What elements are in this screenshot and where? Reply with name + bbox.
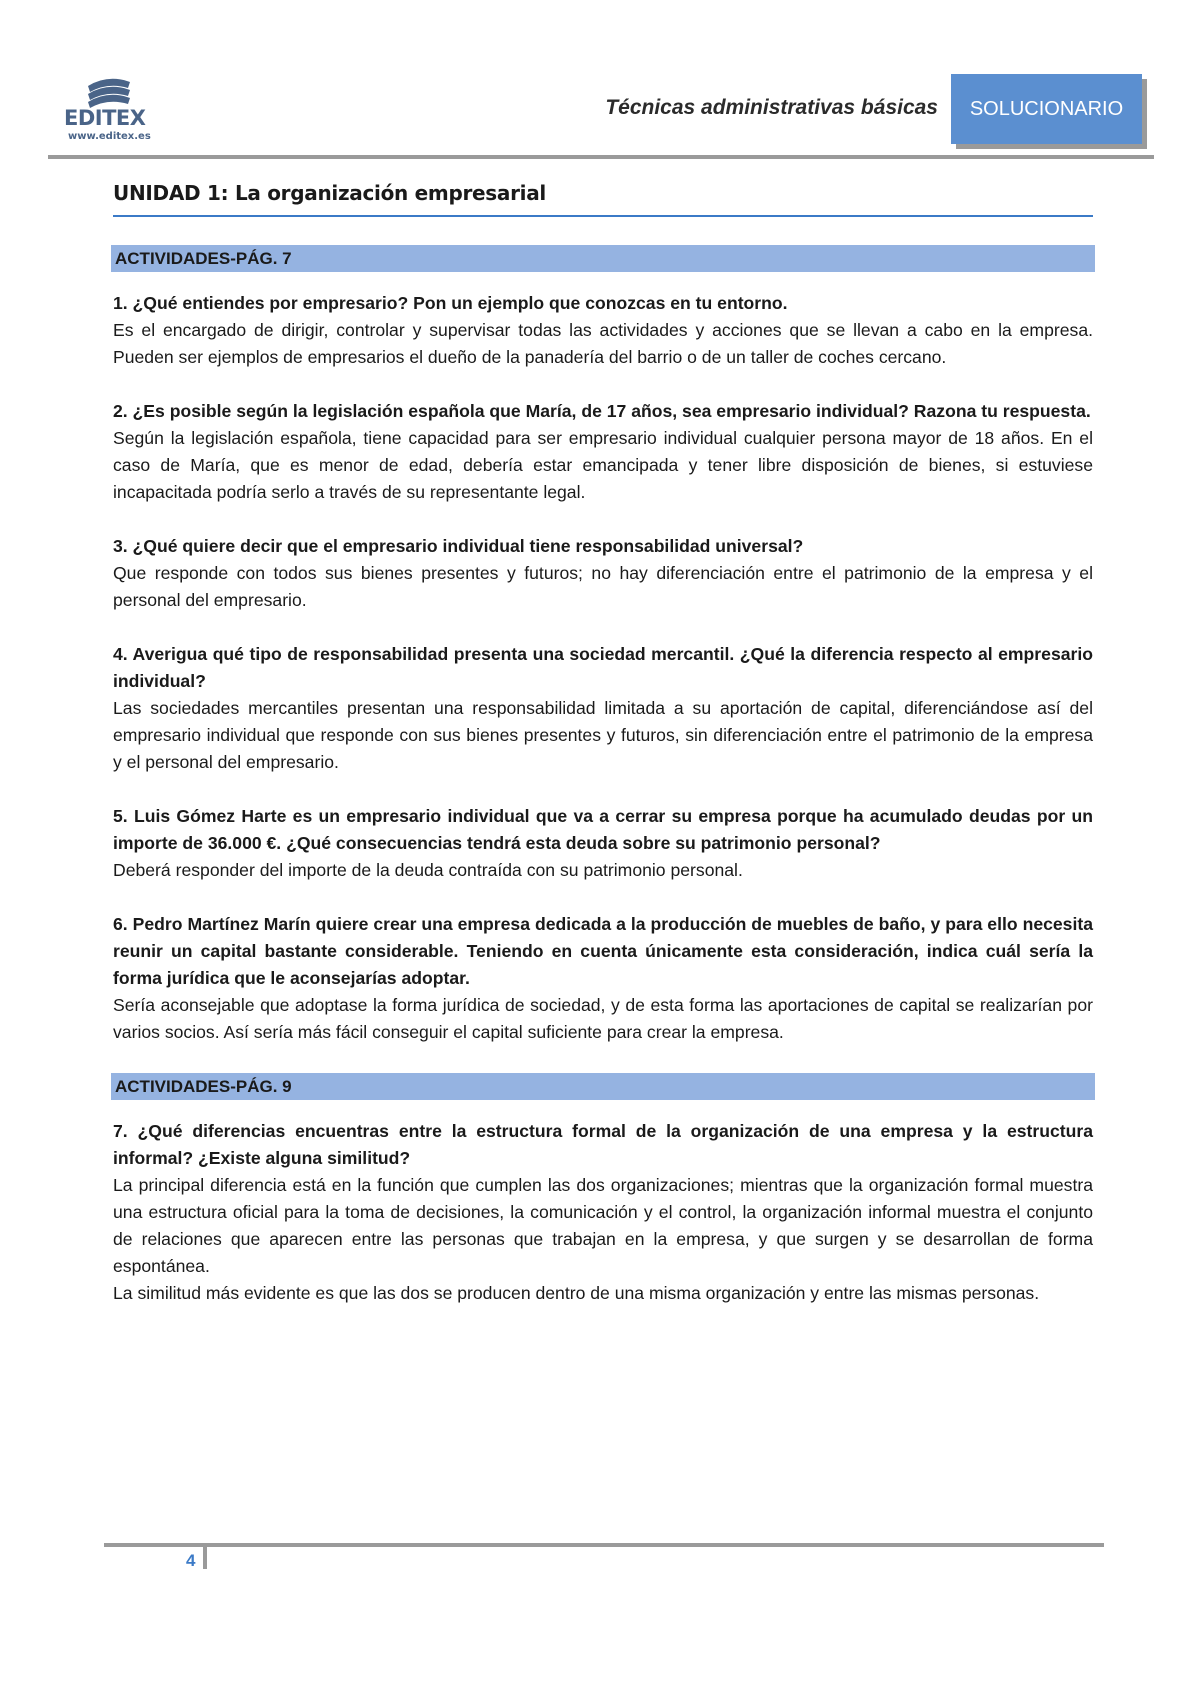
answer-paragraph: Es el encargado de dirigir, controlar y supervisar todas las actividades y acciones que se llevan a cabo en la empresa. Pueden ser ejemplos de empresarios el dueño de la panadería del barrio o de un taller de coches cercano. <box>113 320 1093 367</box>
question-text: 4. Averigua qué tipo de responsabilidad presenta una sociedad mercantil. ¿Qué la diferencia respecto al empresario individual? <box>113 644 1093 691</box>
answer-text <box>113 1172 1093 1307</box>
answer-paragraph: Que responde con todos sus bienes presentes y futuros; no hay diferenciación entre el patrimonio de la empresa y el personal del empresario. <box>113 563 1093 610</box>
book-title: Técnicas administrativas básicas <box>605 96 938 119</box>
answer-paragraph: Según la legislación española, tiene capacidad para ser empresario individual cualquier persona mayor de 18 años. En el caso de María, que es menor de edad, debería estar emancipada y tener libre disposición de bienes, si estuviese incapacitada podría serlo a través de su representante legal. <box>113 428 1093 502</box>
footer-tick <box>203 1543 207 1569</box>
unit-title: UNIDAD 1: La organización empresarial <box>113 180 1093 217</box>
answer-text <box>113 857 1093 884</box>
answer-paragraph: Deberá responder del importe de la deuda contraída con su patrimonio personal. <box>113 860 743 880</box>
question-text: 2. ¿Es posible según la legislación española que María, de 17 años, sea empresario individual? Razona tu respuesta. <box>113 401 1091 421</box>
answer-text <box>113 425 1093 506</box>
question-block <box>113 290 1093 371</box>
question-block <box>113 1118 1093 1307</box>
answer-paragraph: La similitud más evidente es que las dos se producen dentro de una misma organización y entre las mismas personas. <box>113 1283 1040 1303</box>
sections-container <box>113 245 1093 1307</box>
header-divider <box>48 155 1154 159</box>
answer-paragraph: Las sociedades mercantiles presentan una responsabilidad limitada a su aportación de capital, diferenciándose así del empresario individual que responde con sus bienes presentes y futuros, sin diferenciación entre el patrimonio de la empresa y el personal del empresario. <box>113 698 1093 772</box>
answer-text <box>113 560 1093 614</box>
section-header: ACTIVIDADES-PÁG. 9 <box>111 1073 1095 1100</box>
question-block <box>113 398 1093 506</box>
question-text: 5. Luis Gómez Harte es un empresario individual que va a cerrar su empresa porque ha acumulado deudas por un importe de 36.000 €. ¿Qué consecuencias tendrá esta deuda sobre su patrimonio personal? <box>113 806 1093 853</box>
answer-paragraph: La principal diferencia está en la función que cumplen las dos organizaciones; mientras que la organización formal muestra una estructura oficial para la toma de decisiones, la comunicación y el control, la organización informal muestra el conjunto de relaciones que aparecen entre las personas que trabajan en la empresa, y que surgen y se desarrollan de forma espontánea. <box>113 1175 1093 1276</box>
question-text: 7. ¿Qué diferencias encuentras entre la estructura formal de la organización de una empresa y la estructura informal? ¿Existe alguna similitud? <box>113 1121 1093 1168</box>
answer-text <box>113 992 1093 1046</box>
page-content <box>113 180 1093 1334</box>
section-header: ACTIVIDADES-PÁG. 7 <box>111 245 1095 272</box>
answer-paragraph: Sería aconsejable que adoptase la forma jurídica de sociedad, y de esta forma las aportaciones de capital se realizarían por varios socios. Así sería más fácil conseguir el capital suficiente para crear la empresa. <box>113 995 1093 1042</box>
logo-wordmark: EDITEX <box>64 106 146 130</box>
answer-text <box>113 317 1093 371</box>
question-block <box>113 803 1093 884</box>
solucionario-badge: SOLUCIONARIO <box>951 74 1142 144</box>
question-block <box>113 641 1093 776</box>
question-text: 1. ¿Qué entiendes por empresario? Pon un ejemplo que conozcas en tu entorno. <box>113 293 788 313</box>
question-text: 3. ¿Qué quiere decir que el empresario individual tiene responsabilidad universal? <box>113 536 804 556</box>
answer-text <box>113 695 1093 776</box>
question-block <box>113 533 1093 614</box>
footer-divider <box>104 1543 1104 1547</box>
page-number: 4 <box>186 1551 196 1570</box>
logo-url: www.editex.es <box>68 131 151 142</box>
question-text: 6. Pedro Martínez Marín quiere crear una empresa dedicada a la producción de muebles de baño, y para ello necesita reunir un capital bastante considerable. Teniendo en cuenta únicamente esta consideración, indica cuál sería la forma jurídica que le aconsejarías adoptar. <box>113 914 1093 988</box>
question-block <box>113 911 1093 1046</box>
